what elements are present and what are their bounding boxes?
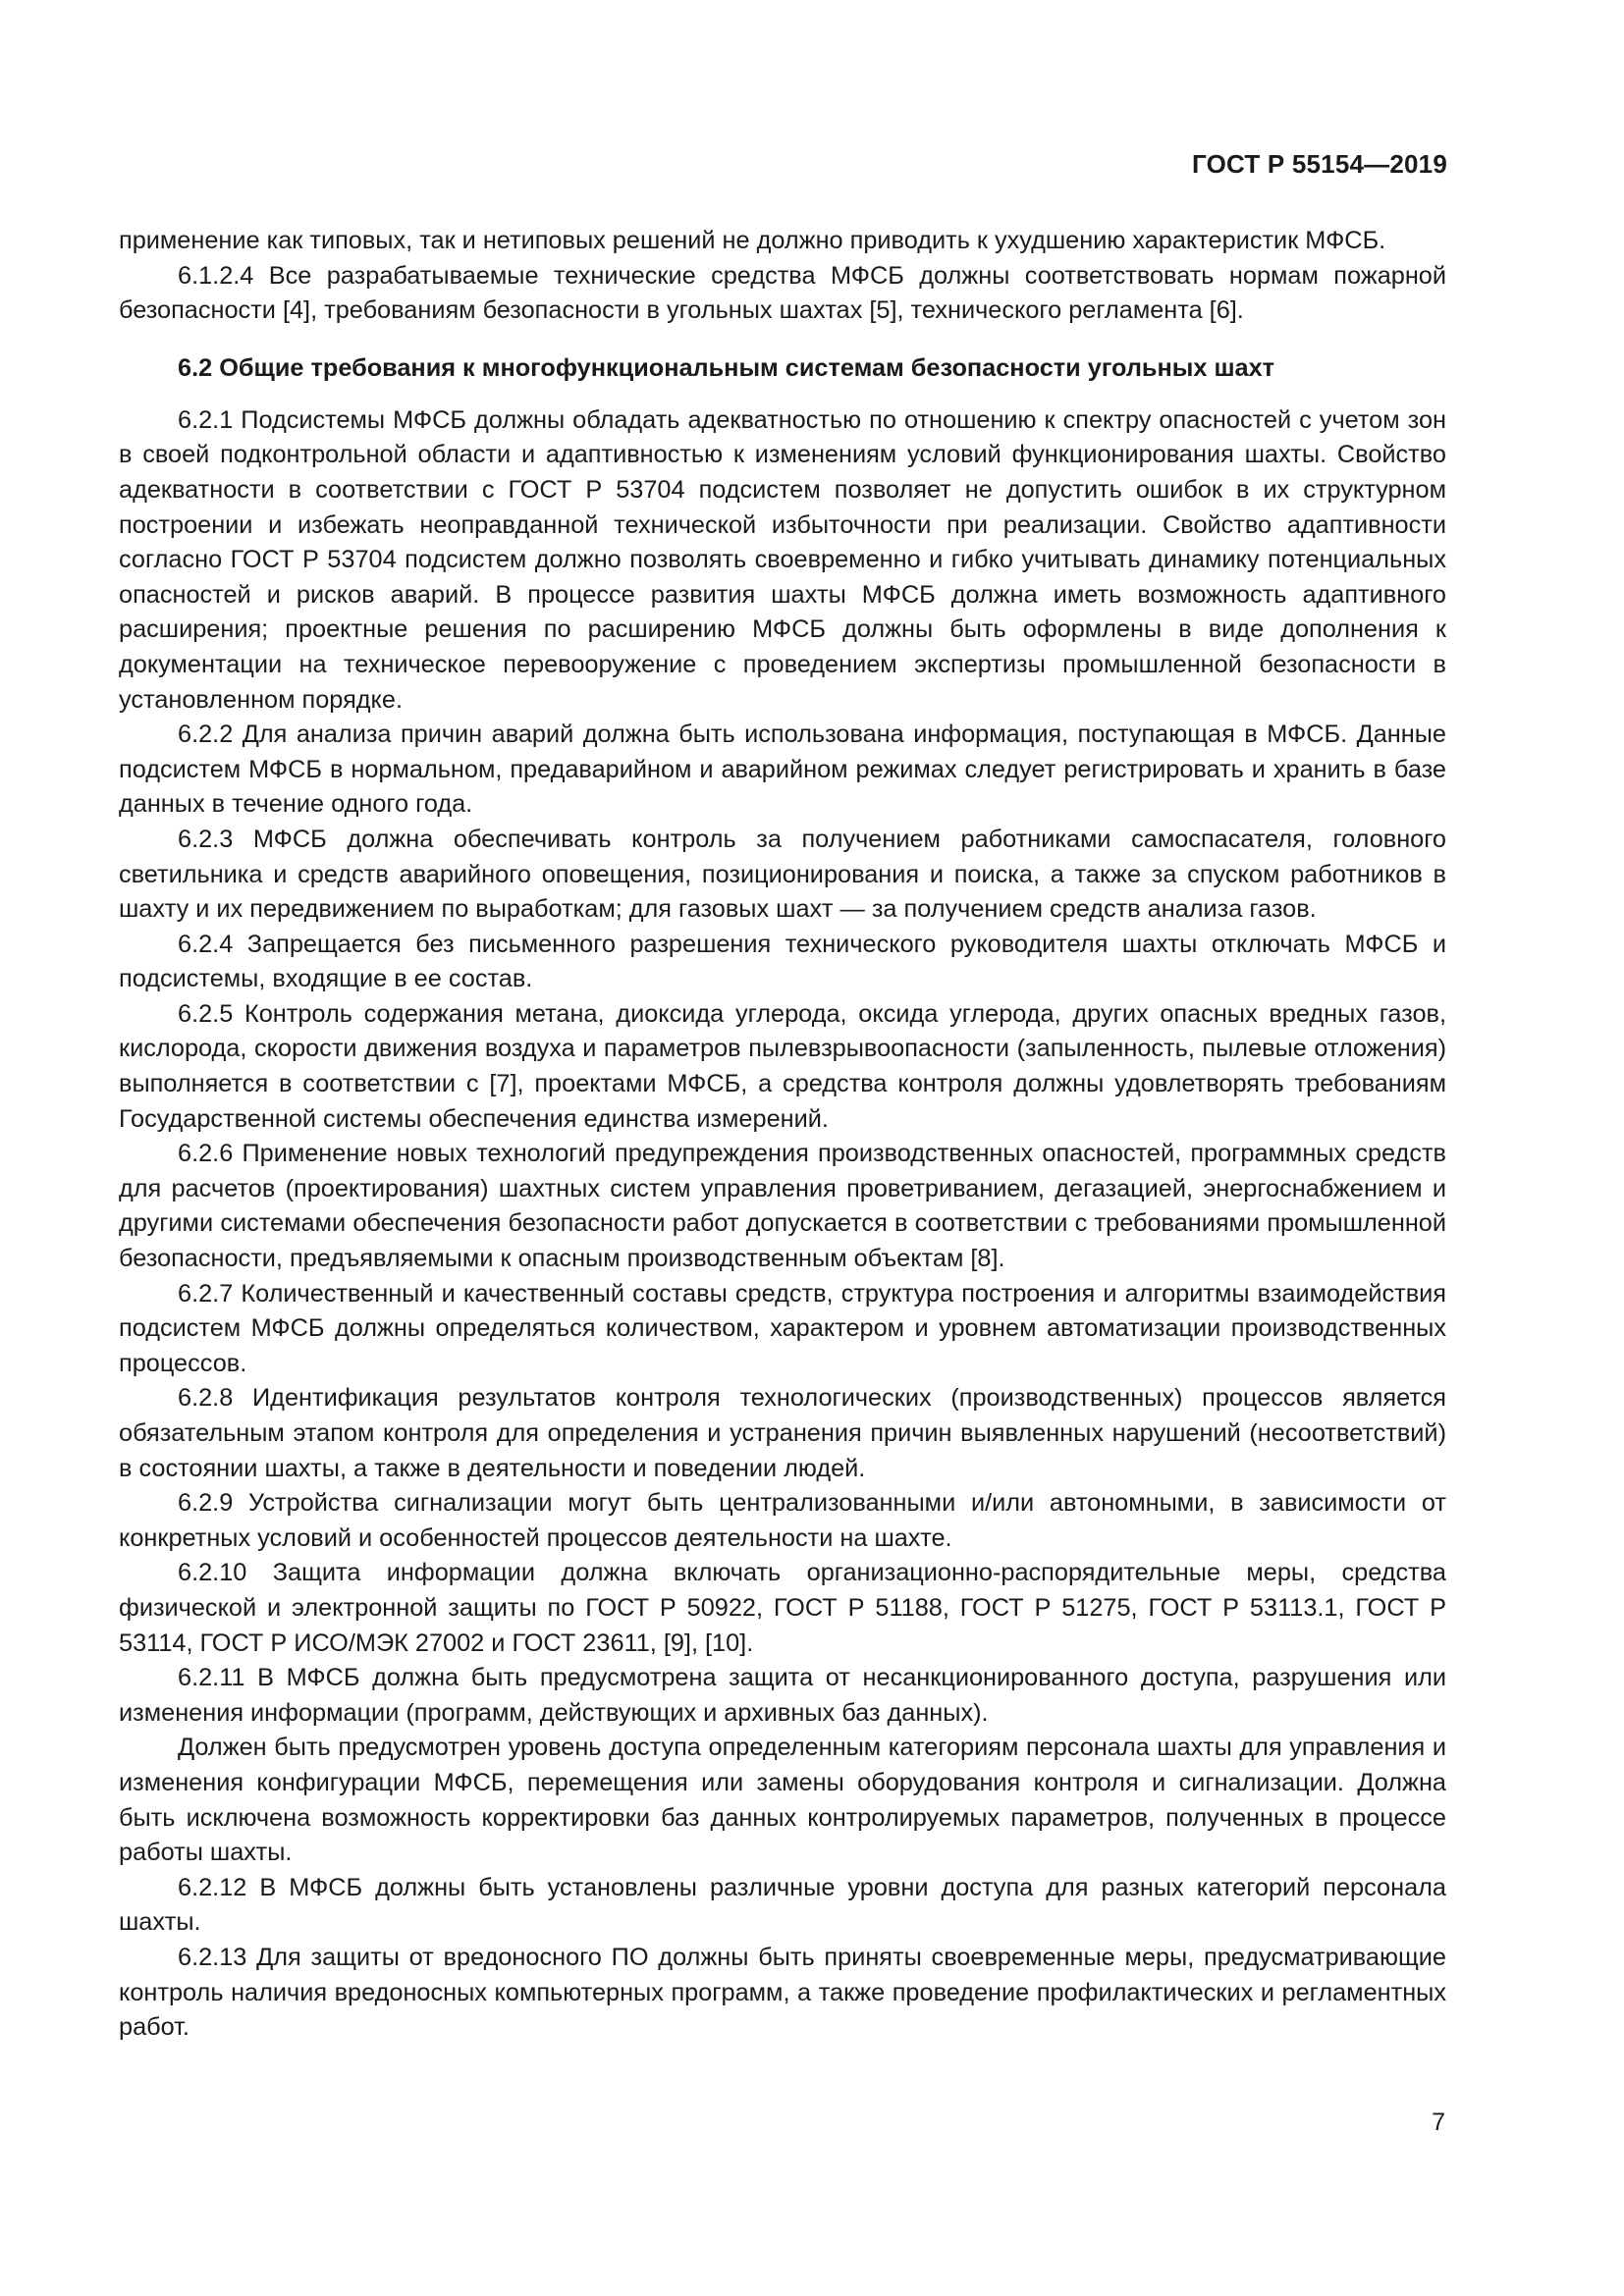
section-title-6-2: 6.2 Общие требования к многофункциональным системам безопасности угольных шахт xyxy=(178,353,1275,382)
paragraph-6-2-3: 6.2.3 МФСБ должна обеспечивать контроль за получением работниками самоспасателя, головного светильника и средств аварийного оповещения, позиционирования и поиска, а также за спуском работников в шахту и их передвижением по выработкам; для газовых шахт — за получением средств анализа газов. xyxy=(119,825,1446,924)
paragraph-6-2-2: 6.2.2 Для анализа причин аварий должна быть использована информация, поступающая в МФСБ. Данные подсистем МФСБ в нормальном, предаварийном и аварийном режимах следует регистрировать и хранить в базе данных в течение одного года. xyxy=(119,721,1446,819)
paragraph-access-level: Должен быть предусмотрен уровень доступа определенным категориям персонала шахты для управления и изменения конфигурации МФСБ, перемещения или замены оборудования контроля и сигнализации. Должна быть исключена возможность корректировки баз данных контролируемых параметров, полученных в процессе работы шахты. xyxy=(119,1734,1446,1867)
paragraph-6-2-6: 6.2.6 Применение новых технологий предупреждения производственных опасностей, программных средств для расчетов (проектирования) шахтных систем управления проветриванием, дегазацией, энергоснабжением и другими системами обеспечения безопасности работ допускается в соответствии с требованиями промышленной безопасности, предъявляемыми к опасным производственным объектам [8]. xyxy=(119,1140,1446,1273)
paragraph-6-2-10: 6.2.10 Защита информации должна включать организационно-распорядительные меры, средства физической и электронной защиты по ГОСТ Р 50922, ГОСТ Р 51188, ГОСТ Р 51275, ГОСТ Р 53113.1, ГОСТ Р 53114, ГОСТ Р ИСО/МЭК 27002 и ГОСТ 23611, [9], [10]. xyxy=(119,1559,1446,1657)
paragraph-6-2-8: 6.2.8 Идентификация результатов контроля технологических (производственных) процессов является обязательным этапом контроля для определения и устранения причин выявленных нарушений (несоответствий) в состоянии шахты, а также в деятельности и поведении людей. xyxy=(119,1384,1446,1482)
paragraph-6-2-4: 6.2.4 Запрещается без письменного разрешения технического руководителя шахты отключать МФСБ и подсистемы, входящие в ее состав. xyxy=(119,930,1446,993)
document-body xyxy=(119,224,1446,2046)
paragraph-continuation: применение как типовых, так и нетиповых решений не должно приводить к ухудшению характеристик МФСБ. xyxy=(119,227,1386,254)
document-code-header: ГОСТ Р 55154—2019 xyxy=(1192,149,1447,179)
paragraph-6-1-2-4: 6.1.2.4 Все разрабатываемые технические средства МФСБ должны соответствовать нормам пожарной безопасности [4], требованиям безопасности в угольных шахтах [5], технического регламента [6]. xyxy=(119,261,1446,325)
paragraph-6-2-13: 6.2.13 Для защиты от вредоносного ПО должны быть приняты своевременные меры, предусматривающие контроль наличия вредоносных компьютерных программ, а также проведение профилактических и регламентных работ. xyxy=(119,1943,1446,2042)
paragraph-6-2-1: 6.2.1 Подсистемы МФСБ должны обладать адекватностью по отношению к спектру опасностей с учетом зон в своей подконтрольной области и адаптивностью к изменениям условий функционирования шахты. Свойство адекватности в соответствии с ГОСТ Р 53704 подсистем позволяет не допустить ошибок в их структурном построении и избежать неоправданной технической избыточности при реализации. Свойство адаптивности согласно ГОСТ Р 53704 подсистем должно позволять своевременно и гибко учитывать динамику потенциальных опасностей и рисков аварий. В процессе развития шахты МФСБ должна иметь возможность адаптивного расширения; проектные решения по расширению МФСБ должны быть оформлены в виде дополнения к документации на техническое перевооружение с проведением экспертизы промышленной безопасности в установленном порядке. xyxy=(119,405,1446,714)
paragraph-6-2-5: 6.2.5 Контроль содержания метана, диоксида углерода, оксида углерода, других опасных вредных газов, кислорода, скорости движения воздуха и параметров пылевзрывоопасности (запыленность, пылевые отложения) выполняется в соответствии с [7], проектами МФСБ, а средства контроля должны удовлетворять требованиям Государственной системы обеспечения единства измерений. xyxy=(119,999,1446,1133)
paragraph-6-2-9: 6.2.9 Устройства сигнализации могут быть централизованными и/или автономными, в зависимости от конкретных условий и особенностей процессов деятельности на шахте. xyxy=(119,1489,1446,1552)
paragraph-6-2-12: 6.2.12 В МФСБ должны быть установлены различные уровни доступа для разных категорий персонала шахты. xyxy=(119,1873,1446,1937)
paragraph-6-2-11: 6.2.11 В МФСБ должна быть предусмотрена защита от несанкционированного доступа, разрушения или изменения информации (программ, действующих и архивных баз данных). xyxy=(119,1664,1446,1727)
page-number: 7 xyxy=(1432,2109,1445,2136)
paragraph-6-2-7: 6.2.7 Количественный и качественный составы средств, структура построения и алгоритмы взаимодействия подсистем МФСБ должны определяться количеством, характером и уровнем автоматизации производственных процессов. xyxy=(119,1279,1446,1377)
